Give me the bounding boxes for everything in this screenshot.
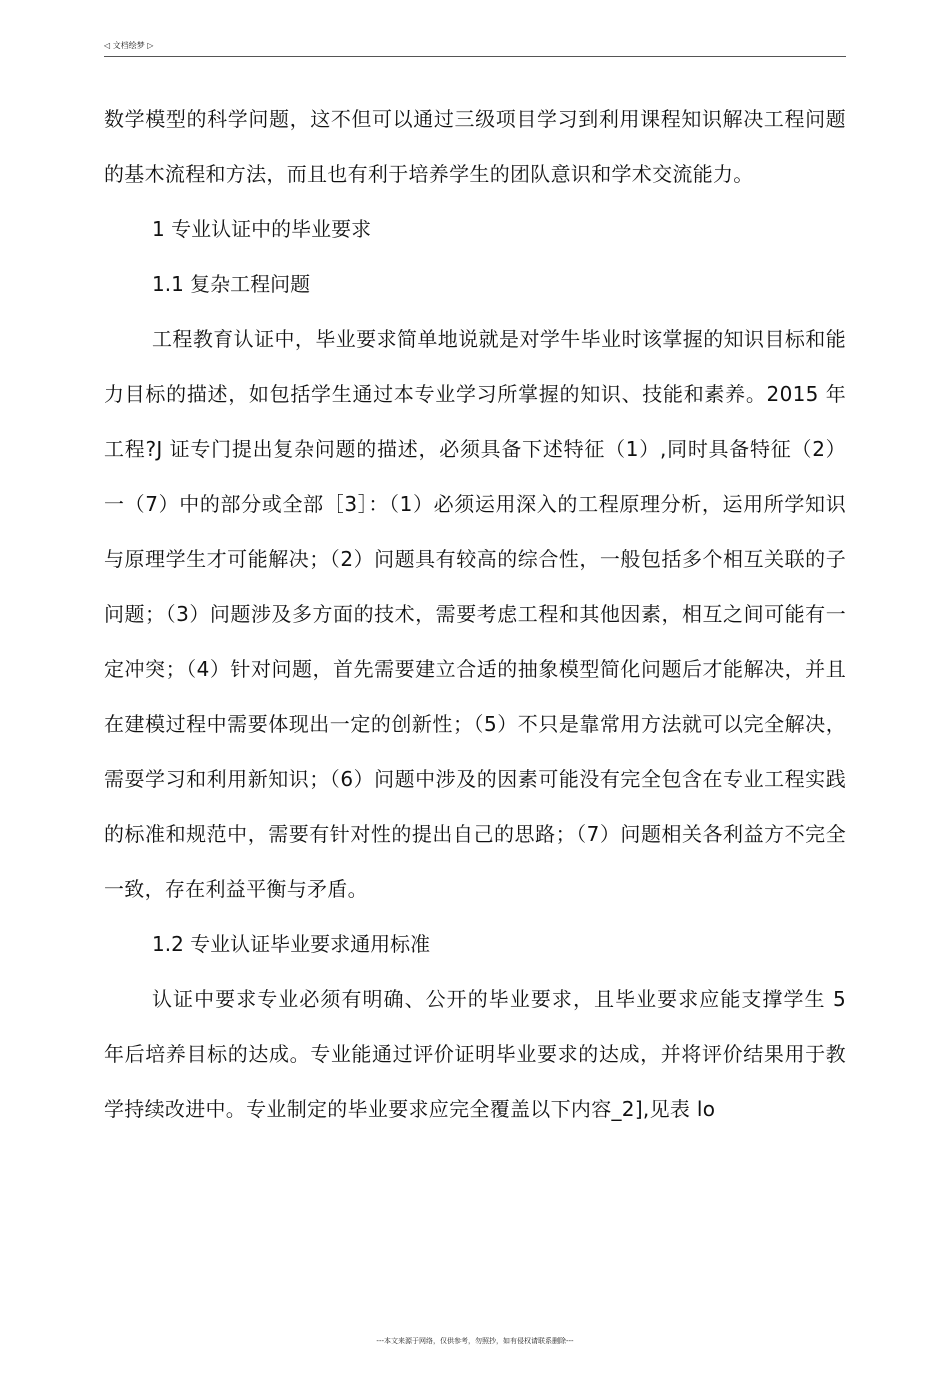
paragraph-complex-problems: 工程教育认证中，毕业要求简单地说就是对学牛毕业时该掌握的知识目标和能力目标的描述，如包括学生通过本专业学习所掌握的知识、技能和素养。2015 年工程?J 证专门提出复杂问题的描述，必须具备下述特征（1）,同时具备特征（2）一（7）中的部分或全部［3］：（1）必须运用深入的工程原理分析，运用所学知识与原理学生才可能解决；（2）问题具有较高的综合性，一般包括多个相互关联的子问题；（3）问题涉及多方面的技术，需要考虑工程和其他因素，相互之间可能有一定冲突；（4）针对问题，首先需要建立合适的抽象模型简化问题后才能解决，并且在建模过程中需要体现出一定的创新性；（5）不只是靠常用方法就可以完全解决，需耍学习和利用新知识；（6）问题中涉及的因素可能没有完全包含在专业工程实践的标准和规范中，需要有针对性的提出自己的思路；（7）问题相关各利益方不完全一致，存在利益平衡与矛盾。 — [104, 327, 846, 901]
paragraph-graduation-requirements: 认证中要求专业必须有明确、公开的毕业要求，且毕业要求应能支撑学生 5 年后培养目标的达成。专业能通过评价证明毕业要求的达成，并将评价结果用于教学持续改进中。专业制定的毕业要求应完全覆盖以下内容_2],见表 lo — [104, 987, 846, 1121]
paragraph-intro: 数学模型的科学问题，这不但可以通过三级项目学习到利用课程知识解决工程问题的基木流程和方法，而且也有利于培养学生的团队意识和学术交流能力。 — [104, 107, 846, 186]
document-body — [104, 92, 846, 1137]
page-header — [104, 40, 846, 57]
header-label: ◁ 文档绘梦 ▷ — [104, 41, 154, 50]
section-heading-1-1: 1.1 复杂工程问题 — [152, 272, 311, 296]
section-heading-1: 1 专业认证中的毕业要求 — [152, 217, 372, 241]
page-footer: ---本文来源于网络，仅供参考，勿照抄，如有侵权请联系删除--- — [376, 1337, 574, 1345]
section-heading-1-2: 1.2 专业认证毕业要求通用标准 — [152, 932, 431, 956]
